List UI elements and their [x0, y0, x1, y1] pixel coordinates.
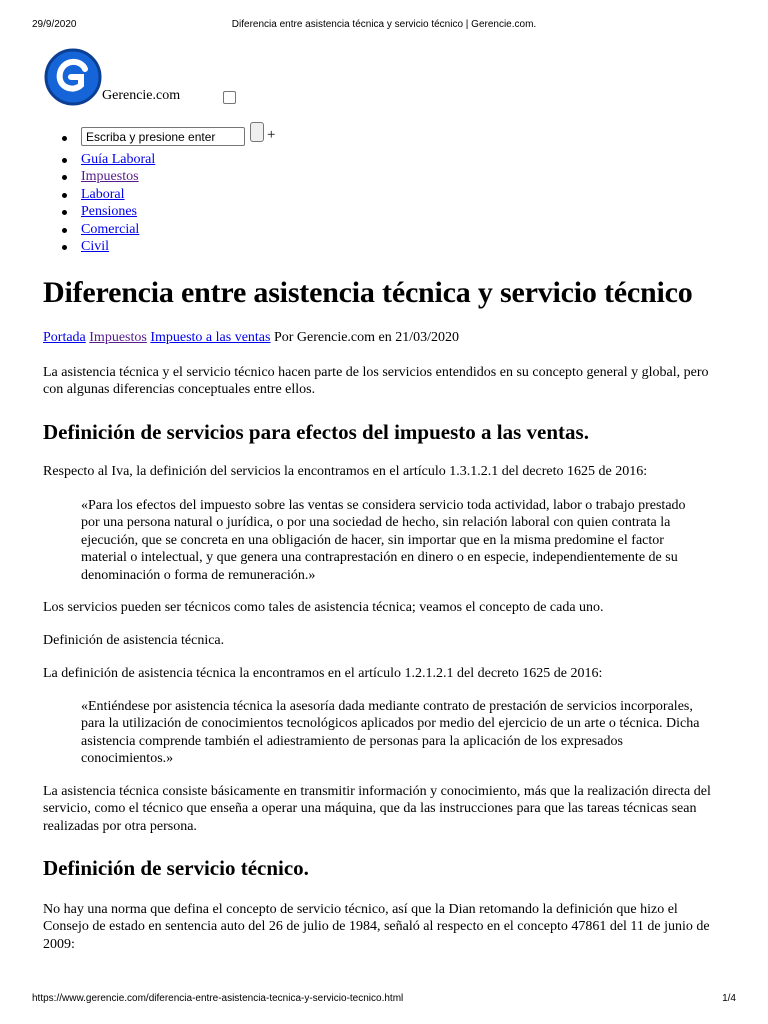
nav-link-comercial[interactable]: Comercial — [81, 221, 140, 237]
paragraph-asistencia-consiste: La asistencia técnica consiste básicamente en transmitir información y conocimiento, más que la realización directa del servicio, como el técnico que enseña a operar una máquina, que da las instrucciones para que las tareas técnicas sean realizadas por otra persona. — [43, 784, 711, 834]
intro-paragraph: La asistencia técnica y el servicio técnico hacen parte de los servicios entendidos en su concepto general y global, pero con algunas diferencias conceptuales entre ellos. — [43, 365, 709, 398]
paragraph-iva: Respecto al Iva, la definición del servicios la encontramos en el artículo 1.3.1.2.1 del decreto 1625 de 2016: — [43, 464, 648, 479]
nav-link-civil[interactable]: Civil — [81, 238, 110, 254]
print-url: https://www.gerencie.com/diferencia-entre-asistencia-tecnica-y-servicio-tecnico.html — [32, 993, 404, 1004]
byline: Por Gerencie.com en 21/03/2020 — [273, 330, 460, 345]
breadcrumb-impuesto-ventas[interactable]: Impuesto a las ventas — [150, 330, 271, 345]
print-header — [0, 0, 768, 32]
gerencie-logo-icon[interactable] — [43, 47, 103, 107]
nav-link-impuestos[interactable]: Impuestos — [81, 169, 139, 185]
site-name[interactable]: Gerencie.com — [102, 88, 181, 103]
print-footer — [0, 990, 768, 1010]
print-page-title: Diferencia entre asistencia técnica y servicio técnico | Gerencie.com. — [231, 19, 537, 30]
paragraph-norma: No hay una norma que defina el concepto de servicio técnico, así que la Dian retomando la definición que hizo el Consejo de estado en sentencia auto del 26 de julio de 1984, señaló al respecto en el concepto 47861 del 11 de junio de 2009: — [43, 902, 710, 952]
nav-link-pensiones[interactable]: Pensiones — [81, 204, 137, 220]
nav-link-laboral[interactable]: Laboral — [81, 186, 125, 202]
paragraph-definicion-asistencia: Definición de asistencia técnica. — [43, 633, 225, 648]
breadcrumb-portada[interactable]: Portada — [43, 330, 86, 345]
paragraph-servicios-tecnicos: Los servicios pueden ser técnicos como tales de asistencia técnica; veamos el concepto de cada uno. — [43, 600, 604, 615]
search-input[interactable] — [81, 127, 245, 146]
menu-toggle-checkbox[interactable] — [223, 91, 236, 104]
article-title: Diferencia entre asistencia técnica y servicio técnico — [43, 276, 693, 309]
quote-asistencia: «Entiéndese por asistencia técnica la asesoría dada mediante contrato de prestación de servicios incorporales, para la utilización de conocimientos tecnológicos aplicados por medio del ejercicio de un arte o técnica. Dicha asistencia comprende también el adiestramiento de personas para la aplicación de los expresados conocimientos.» — [81, 699, 700, 767]
nav-link-guia-laboral[interactable]: Guía Laboral — [81, 152, 156, 167]
paragraph-articulo: La definición de asistencia técnica la encontramos en el artículo 1.2.1.2.1 del decreto 1625 de 2016: — [43, 666, 603, 681]
breadcrumb-impuestos[interactable]: Impuestos — [89, 330, 147, 345]
section-heading-servicio-tecnico: Definición de servicio técnico. — [43, 856, 309, 880]
print-page-number: 1/4 — [722, 993, 736, 1004]
section-heading-servicios: Definición de servicios para efectos del impuesto a las ventas. — [43, 420, 589, 444]
print-date: 29/9/2020 — [32, 19, 77, 30]
quote-servicio: «Para los efectos del impuesto sobre las ventas se considera servicio toda actividad, labor o trabajo prestado por una persona natural o jurídica, o por una sociedad de hecho, sin relación laboral con quien contrata la ejecución, que se concreta en una obligación de hacer, sin importar que en la misma predomine el factor material o intelectual, y que genera una contraprestación en dinero o en especie, independientemente de su denominación o forma de remuneración.» — [81, 498, 686, 583]
plus-icon[interactable]: + — [267, 127, 276, 143]
search-button[interactable] — [250, 122, 264, 142]
article-meta — [43, 330, 459, 346]
